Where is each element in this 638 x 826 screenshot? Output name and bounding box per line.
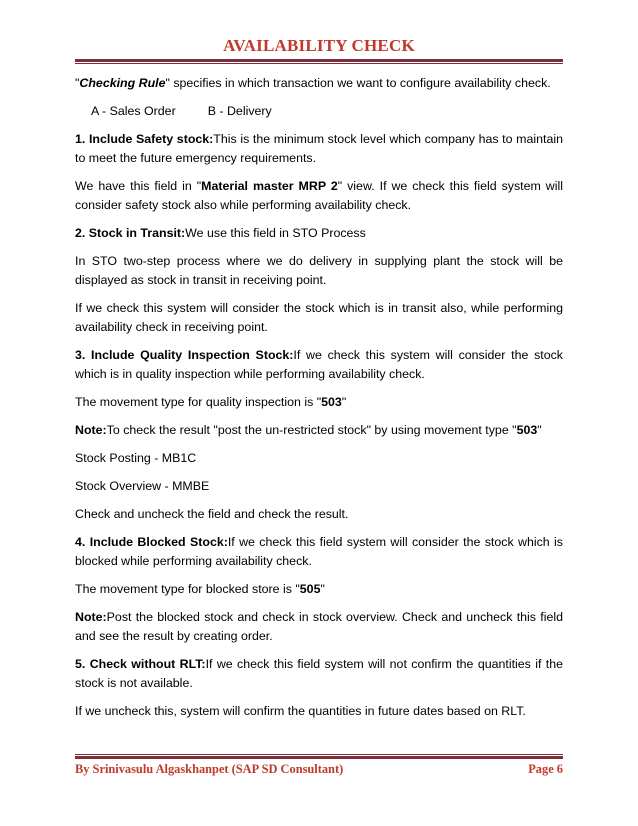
footer-rule-thick [75,756,563,759]
section-check-without-rlt [75,655,563,693]
section-heading: 5. Check without RLT: [75,657,206,671]
section-heading: 1. Include Safety stock: [75,132,214,146]
checking-rule-options [75,102,563,121]
section-heading: 2. Stock in Transit: [75,226,186,240]
paragraph-check-uncheck: Check and uncheck the field and check the result. [75,507,349,521]
text-fragment: We have this field in " [75,179,202,193]
footer-author: By Srinivasulu Algaskhanpet (SAP SD Consultant) [75,762,344,776]
section-text: We use this field in STO Process [185,226,366,240]
section-text: If we check this field system will consider the stock which is blocked while performing availability check. [75,535,563,568]
paragraph-checking-rule [75,74,563,93]
section-quality-inspection [75,346,563,384]
section-text: If we check this system will consider the stock which is in quality inspection while performing availability check. [75,348,563,381]
paragraph-mrp2 [75,177,563,215]
section-blocked-stock [75,533,563,571]
paragraph-qi-movement-type [75,393,563,412]
text-fragment: Post the blocked stock and check in stock overview. Check and uncheck this field and see the result by creating order. [75,610,563,643]
bold-fragment: 505 [299,582,321,596]
bold-fragment: 503 [321,395,342,409]
footer-rule-thin [75,754,563,755]
section-stock-in-transit [75,224,563,243]
section-text: This is the minimum stock level which company has to maintain to meet the future emergency requirements. [75,132,563,165]
bold-fragment: 503 [516,423,538,437]
text-fragment: To check the result "post the un-restricted stock" by using movement type " [106,423,517,437]
text-fragment: The movement type for blocked store is " [75,582,300,596]
paragraph-transit-check: If we check this system will consider the stock which is in transit also, while performing availability check in receiving point. [75,301,563,334]
paragraph-rlt-uncheck: If we uncheck this, system will confirm the quantities in future dates based on RLT. [75,704,526,718]
paragraph-stock-overview: Stock Overview - MMBE [75,479,210,493]
paragraph-sto-process: In STO two-step process where we do delivery in supplying plant the stock will be displayed as stock in transit in receiving point. [75,254,563,287]
section-safety-stock [75,130,563,168]
bold-fragment: Material master MRP 2 [201,179,338,193]
text-fragment: " [320,582,325,596]
section-heading: 4. Include Blocked Stock: [75,535,228,549]
header-rule-thin [75,63,563,64]
section-text: If we check this field system will not confirm the quantities if the stock is not available. [75,657,563,690]
document-body [75,74,563,730]
text-fragment: " view. If we check this field system will consider safety stock also while performing availability check. [75,179,563,212]
page-number: Page 6 [528,762,563,776]
paragraph-stock-posting: Stock Posting - MB1C [75,451,197,465]
quote-open: " [75,76,80,90]
text-fragment: The movement type for quality inspection is " [75,395,322,409]
text-fragment: " [537,423,542,437]
section-heading: 3. Include Quality Inspection Stock: [75,348,294,362]
page-title: AVAILABILITY CHECK [223,36,415,55]
option-b: B - Delivery [207,104,272,118]
option-a: A - Sales Order [91,104,176,118]
paragraph-qi-note [75,421,563,440]
checking-rule-text: " specifies in which transaction we want to configure availability check. [165,76,551,90]
paragraph-blocked-movement-type [75,580,563,599]
header-rule-thick [75,59,563,62]
note-label: Note: [75,423,107,437]
text-fragment: " [341,395,347,409]
note-label: Note: [75,610,107,624]
checking-rule-term: Checking Rule [79,76,166,90]
page-footer [75,762,563,777]
paragraph-blocked-note [75,608,563,646]
